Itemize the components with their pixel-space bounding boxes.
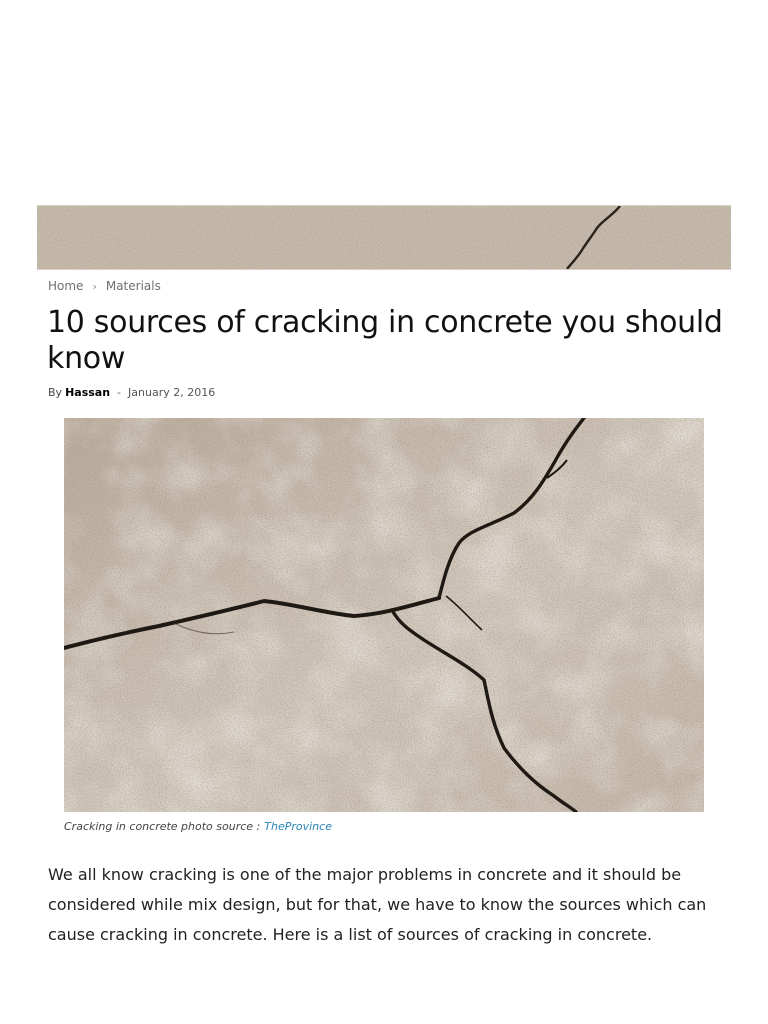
header-banner-image (37, 205, 731, 270)
breadcrumb (48, 279, 161, 293)
caption-source-link[interactable]: TheProvince (264, 820, 332, 833)
article-intro-paragraph: We all know cracking is one of the major problems in concrete and it should be considered while mix design, but for that, we have to know the sources which can cause cracking in concrete. Here is a list of sources of cracking in concrete. (48, 865, 707, 944)
article-title: 10 sources of cracking in concrete you should know (47, 305, 723, 376)
author-link[interactable]: Hassan (65, 386, 111, 399)
publish-date: January 2, 2016 (128, 386, 216, 399)
meta-separator: - (117, 386, 122, 399)
breadcrumb-home-link[interactable]: Home (48, 279, 84, 293)
by-label: By (48, 386, 63, 399)
article-hero-image (64, 418, 704, 812)
article-meta (48, 386, 215, 399)
figure-caption (64, 820, 332, 833)
breadcrumb-category-link[interactable]: Materials (105, 279, 161, 293)
caption-text: Cracking in concrete photo source : (64, 820, 261, 833)
chevron-right-icon: › (92, 279, 97, 293)
